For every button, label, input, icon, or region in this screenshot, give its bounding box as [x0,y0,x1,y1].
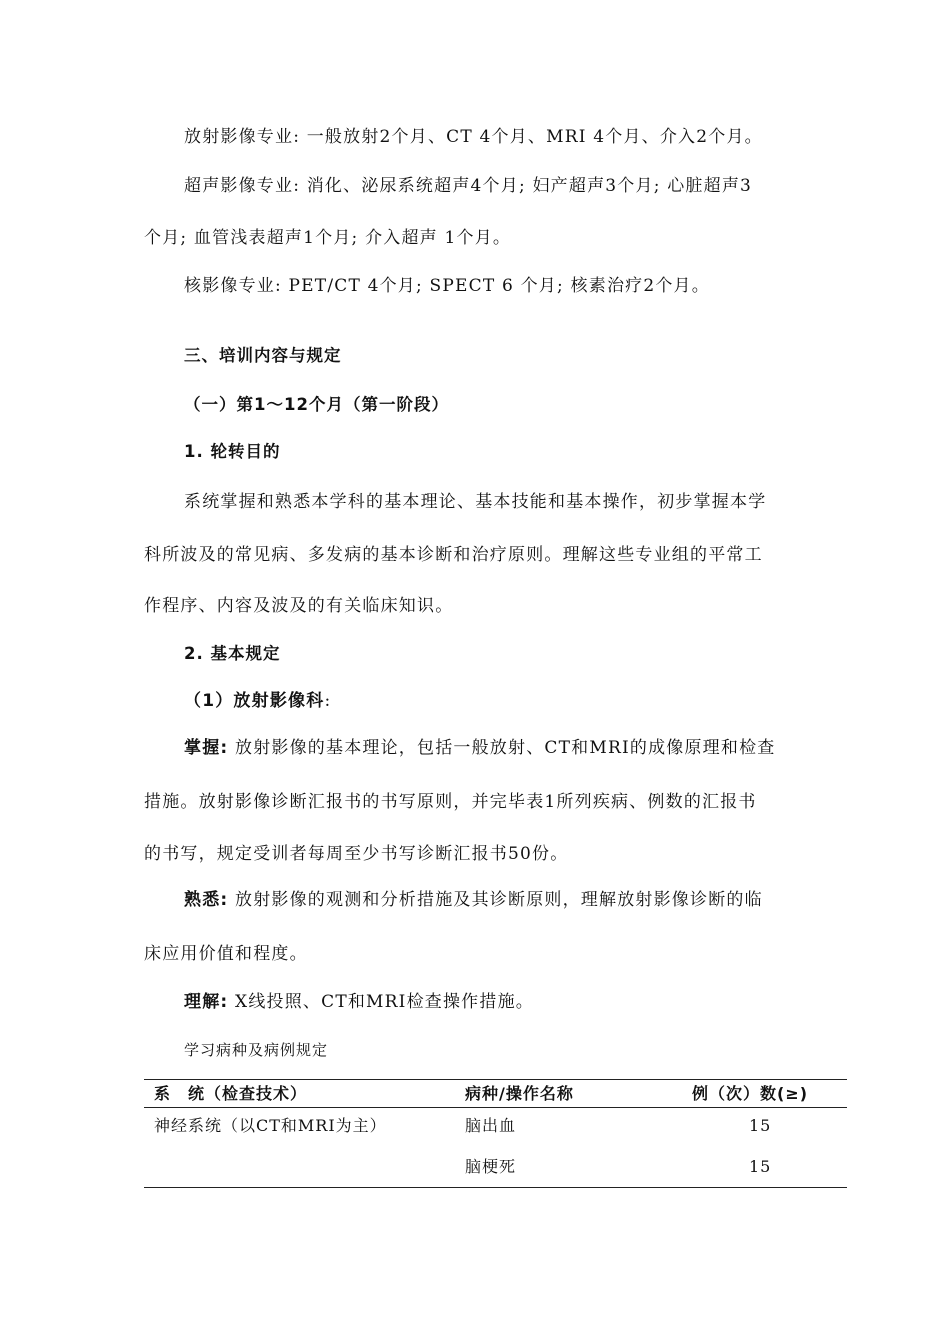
master-text: 放射影像的基本理论，包括一般放射、CT和MRI的成像原理和检查 [228,738,776,758]
table-header-system: 系 统（检查技术） [154,1084,308,1103]
paragraph-goal-line2: 科所波及的常见病、多发病的基本诊断和治疗原则。理解这些专业组的平常工 [144,545,763,565]
table-top-rule [144,1079,847,1080]
heading-rotation-goal: 1. 轮转目的 [184,442,281,461]
paragraph-familiar-line1 [184,888,763,912]
table-header-rule [144,1107,847,1108]
paragraph-ultrasound-rotation-line2: 个月; 血管浅表超声1个月; 介入超声 1个月。 [144,228,512,248]
heading-colon: : [324,691,332,711]
heading-basic-requirements: 2. 基本规定 [184,644,281,663]
paragraph-goal-line3: 作程序、内容及波及的有关临床知识。 [144,596,454,616]
paragraph-master-line1 [184,736,775,760]
subsection-heading-stage-one: （一）第1～12个月（第一阶段） [184,395,449,414]
table-cell-disease: 脑梗死 [465,1157,517,1176]
familiar-text: 放射影像的观测和分析措施及其诊断原则，理解放射影像诊断的临 [228,890,763,910]
paragraph-understand [184,990,534,1014]
table-header-count: 例（次）数(≥) [692,1084,809,1103]
heading-radiology-department [184,689,331,713]
table-caption: 学习病种及病例规定 [184,1041,329,1059]
keyword-understand: 理解: [184,992,229,1012]
table-cell-count: 15 [749,1157,772,1176]
table-bottom-rule [144,1187,847,1188]
paragraph-familiar-line2: 床应用价值和程度。 [144,944,308,964]
keyword-master: 掌握: [184,738,229,758]
paragraph-goal-line1: 系统掌握和熟悉本学科的基本理论、基本技能和基本操作，初步掌握本学 [184,492,767,512]
paragraph-master-line3: 的书写，规定受训者每周至少书写诊断汇报书50份。 [144,844,569,864]
understand-text: X线投照、CT和MRI检查操作措施。 [228,992,534,1012]
table-header-disease: 病种/操作名称 [465,1084,574,1103]
heading-radiology-department-label: （1）放射影像科 [184,691,325,711]
table-cell-system: 神经系统（以CT和MRI为主） [154,1116,387,1135]
paragraph-master-line2: 措施。放射影像诊断汇报书的书写原则，并完毕表1所列疾病、例数的汇报书 [144,792,757,812]
table-cell-disease: 脑出血 [465,1116,517,1135]
keyword-familiar: 熟悉: [184,890,229,910]
section-heading-training-content: 三、培训内容与规定 [184,346,342,365]
paragraph-ultrasound-rotation-line1: 超声影像专业: 消化、泌尿系统超声4个月; 妇产超声3个月; 心脏超声3 [184,176,753,196]
paragraph-nuclear-rotation: 核影像专业: PET/CT 4个月; SPECT 6 个月; 核素治疗2个月。 [184,276,710,296]
table-cell-count: 15 [749,1116,772,1135]
paragraph-radiology-rotation: 放射影像专业: 一般放射2个月、CT 4个月、MRI 4个月、介入2个月。 [184,127,763,147]
